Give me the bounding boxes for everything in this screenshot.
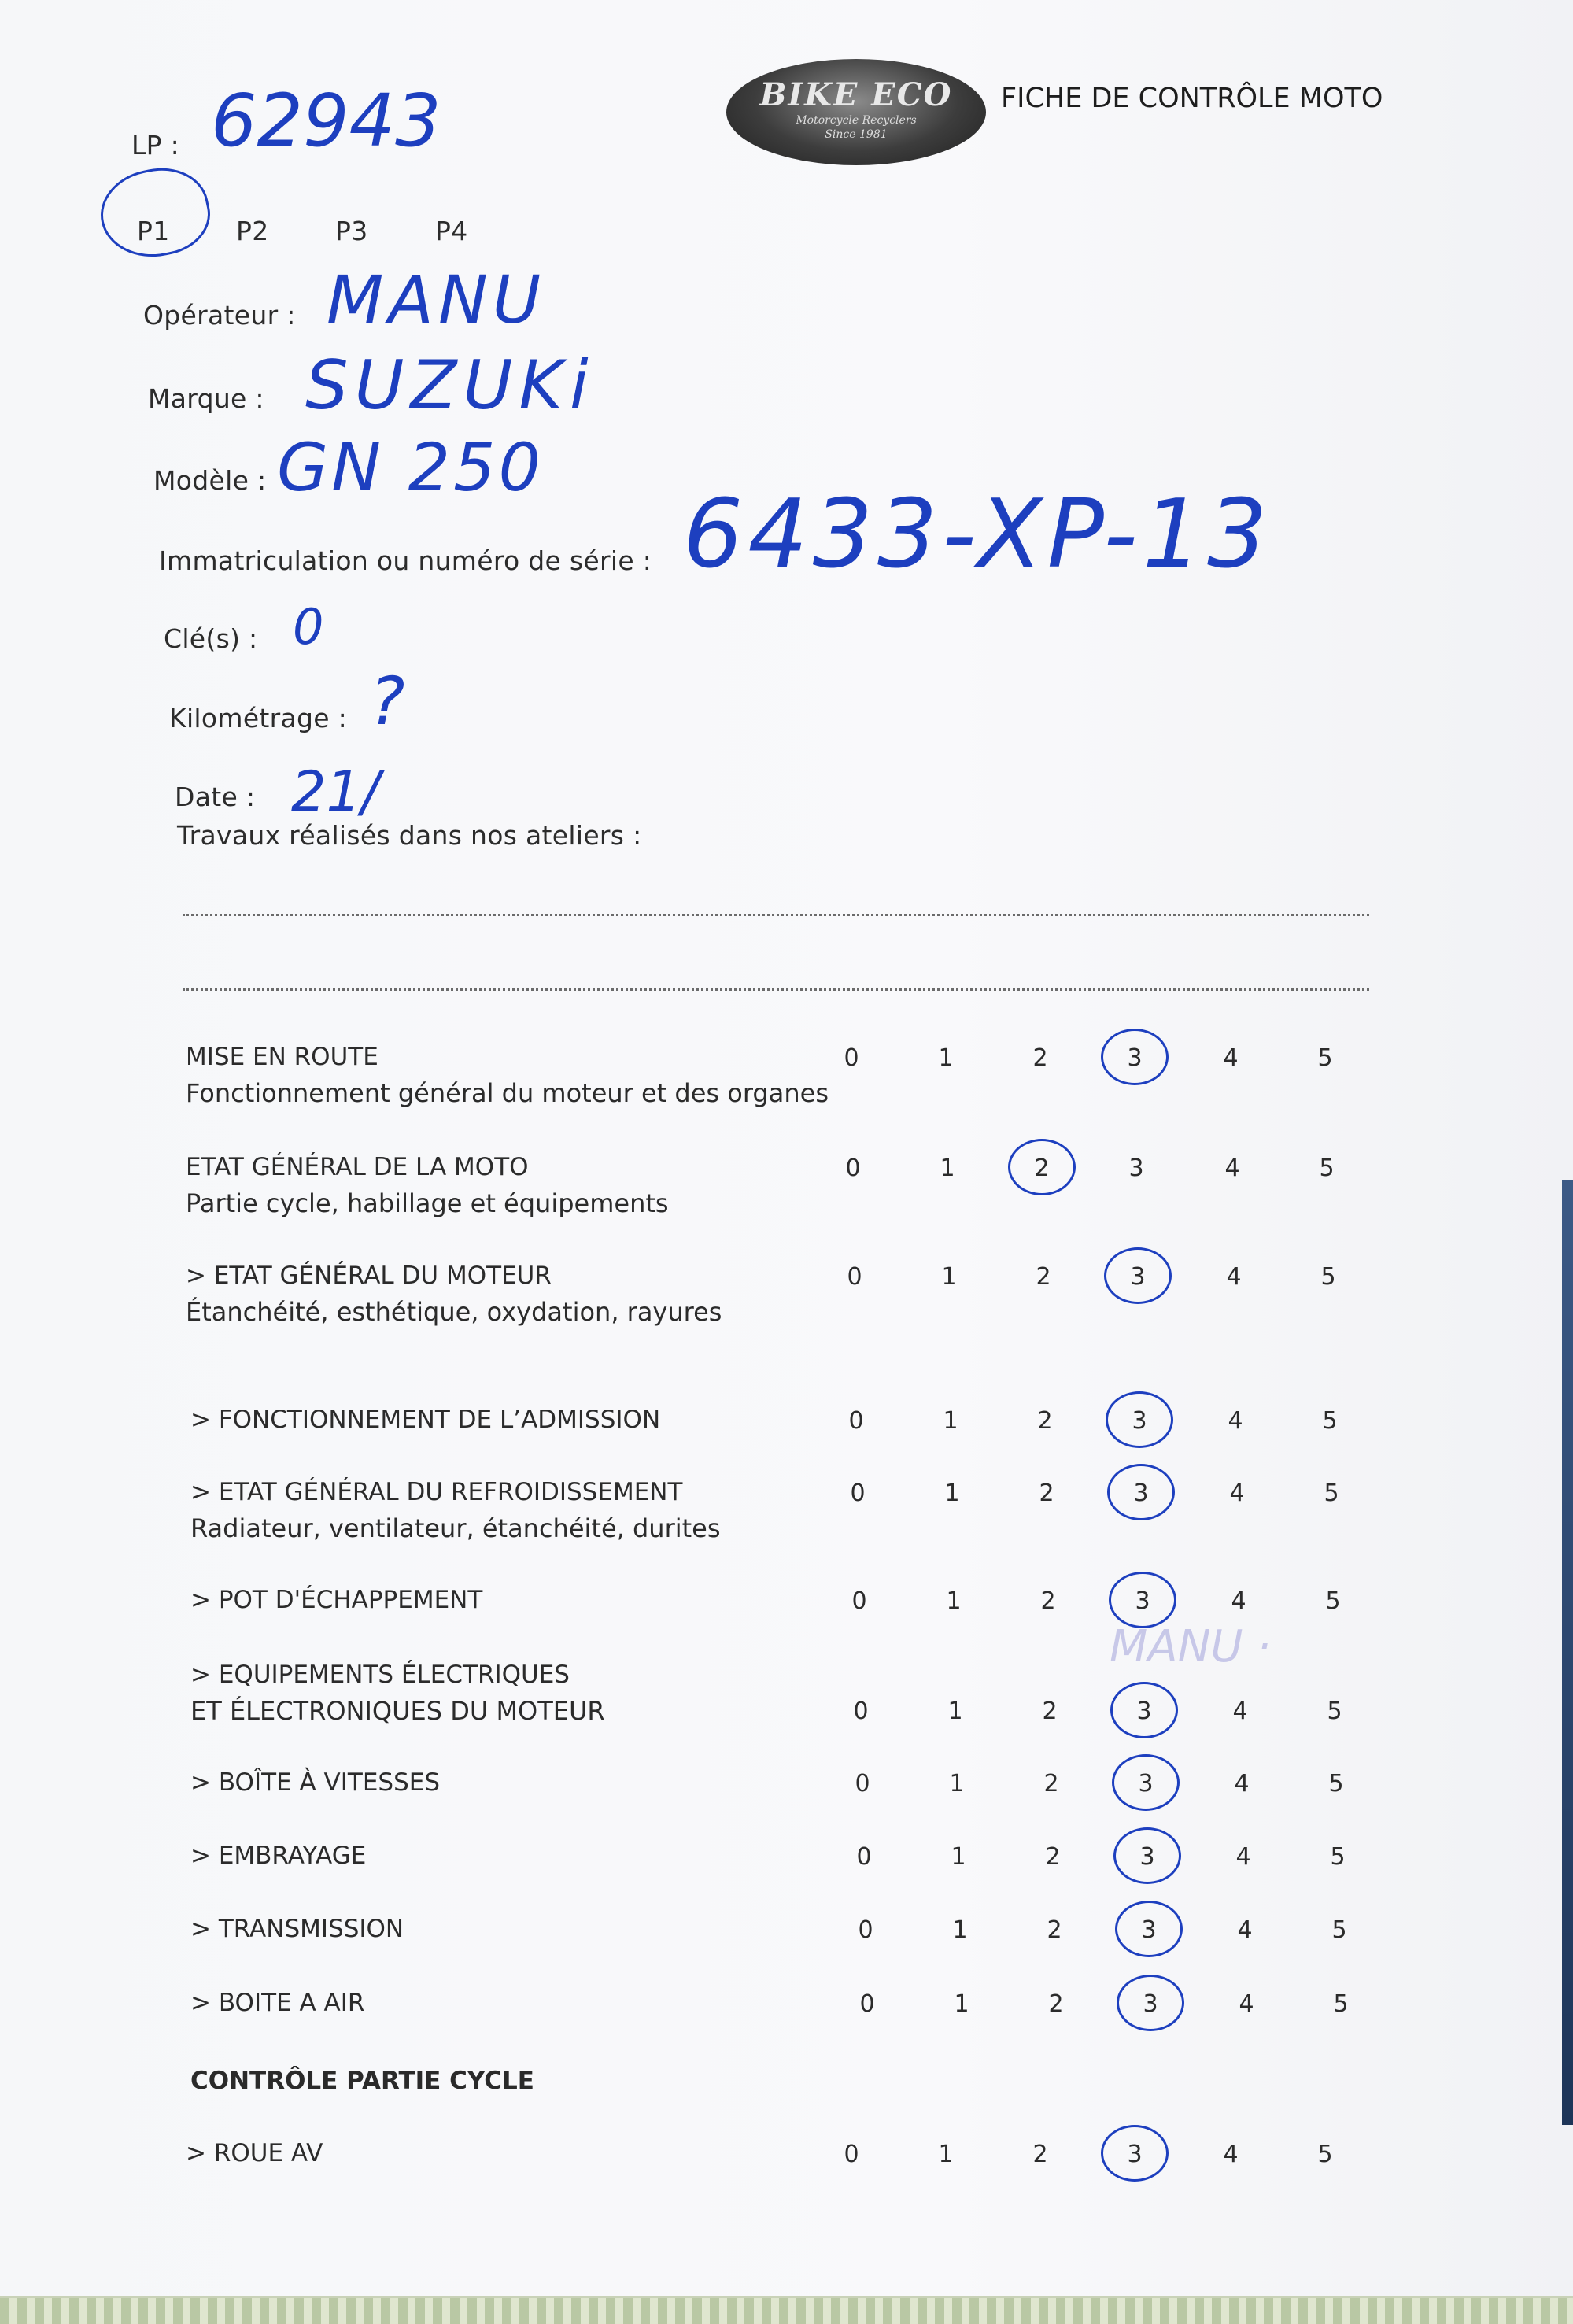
score-option-5[interactable]: 5 bbox=[1330, 1843, 1346, 1871]
logo-brand: BIKE ECO bbox=[759, 76, 953, 113]
score-option-0[interactable]: 0 bbox=[850, 1480, 866, 1507]
score-option-3[interactable]: 3 bbox=[1128, 1155, 1144, 1182]
lp-value[interactable]: 62943 bbox=[211, 79, 441, 163]
score-option-1[interactable]: 1 bbox=[951, 1843, 966, 1871]
score-option-1[interactable]: 1 bbox=[944, 1480, 960, 1507]
selected-score-circle bbox=[1117, 1975, 1184, 2031]
score-option-0[interactable]: 0 bbox=[844, 1044, 859, 1072]
score-option-5[interactable]: 5 bbox=[1317, 2141, 1333, 2168]
score-option-3[interactable]: 3 bbox=[1127, 2141, 1143, 2168]
check-row bbox=[0, 1842, 1573, 1912]
score-option-5[interactable]: 5 bbox=[1325, 1587, 1341, 1615]
score-option-3[interactable]: 3 bbox=[1136, 1698, 1152, 1725]
score-option-2[interactable]: 2 bbox=[1032, 2141, 1048, 2168]
bike-eco-logo bbox=[726, 59, 986, 165]
score-option-3[interactable]: 3 bbox=[1130, 1263, 1146, 1291]
check-title: > EMBRAYAGE bbox=[190, 1842, 367, 1870]
selected-score-circle bbox=[1008, 1139, 1076, 1195]
check-title: > FONCTIONNEMENT DE L’ADMISSION bbox=[190, 1406, 661, 1434]
score-option-3[interactable]: 3 bbox=[1135, 1587, 1150, 1615]
model-value[interactable]: GN 250 bbox=[277, 429, 544, 506]
check-subtitle: ET ÉLECTRONIQUES DU MOTEUR bbox=[190, 1696, 605, 1726]
score-option-4[interactable]: 4 bbox=[1226, 1263, 1242, 1291]
logo-tagline: Motorcycle Recyclers bbox=[796, 114, 917, 127]
score-option-0[interactable]: 0 bbox=[856, 1843, 872, 1871]
check-row bbox=[0, 1586, 1573, 1657]
logo-since: Since 1981 bbox=[825, 128, 888, 141]
score-option-5[interactable]: 5 bbox=[1319, 1155, 1335, 1182]
check-row bbox=[0, 1661, 1573, 1731]
score-option-5[interactable]: 5 bbox=[1324, 1480, 1339, 1507]
score-option-4[interactable]: 4 bbox=[1235, 1843, 1251, 1871]
keys-label: Clé(s) : bbox=[164, 623, 258, 654]
score-option-2[interactable]: 2 bbox=[1039, 1480, 1054, 1507]
score-option-4[interactable]: 4 bbox=[1239, 1990, 1254, 2018]
score-option-4[interactable]: 4 bbox=[1223, 1044, 1239, 1072]
score-option-4[interactable]: 4 bbox=[1237, 1916, 1253, 1944]
registration-value[interactable]: 6433-XP-13 bbox=[683, 480, 1272, 589]
check-title: > ETAT GÉNÉRAL DU REFROIDISSEMENT bbox=[190, 1478, 683, 1506]
score-option-4[interactable]: 4 bbox=[1234, 1770, 1250, 1797]
score-option-2[interactable]: 2 bbox=[1045, 1843, 1061, 1871]
brand-value[interactable]: SUZUKi bbox=[305, 346, 595, 425]
score-option-1[interactable]: 1 bbox=[954, 1990, 969, 2018]
check-row bbox=[0, 1406, 1573, 1476]
score-option-5[interactable]: 5 bbox=[1320, 1263, 1336, 1291]
check-row bbox=[0, 1915, 1573, 1986]
selected-score-circle bbox=[1101, 1029, 1169, 1085]
score-option-0[interactable]: 0 bbox=[859, 1990, 875, 2018]
check-row bbox=[0, 2139, 1573, 2210]
background-edge bbox=[1562, 1180, 1573, 2125]
score-option-0[interactable]: 0 bbox=[845, 1155, 861, 1182]
score-option-3[interactable]: 3 bbox=[1143, 1990, 1158, 2018]
score-option-3[interactable]: 3 bbox=[1141, 1916, 1157, 1944]
score-option-2[interactable]: 2 bbox=[1040, 1587, 1056, 1615]
score-option-5[interactable]: 5 bbox=[1322, 1407, 1338, 1435]
selected-score-circle bbox=[1109, 1572, 1176, 1628]
keys-value[interactable]: 0 bbox=[293, 598, 324, 656]
position-p1[interactable]: P1 bbox=[137, 216, 170, 246]
score-option-0[interactable]: 0 bbox=[858, 1916, 873, 1944]
form-title: FICHE DE CONTRÔLE MOTO bbox=[1001, 83, 1383, 114]
lp-label: LP : bbox=[131, 130, 180, 161]
bleed-through-scribble: MANU · bbox=[1110, 1621, 1272, 1672]
selected-score-circle bbox=[1101, 2125, 1169, 2182]
score-option-3[interactable]: 3 bbox=[1127, 1044, 1143, 1072]
score-option-1[interactable]: 1 bbox=[938, 2141, 954, 2168]
works-dotted-line-2[interactable] bbox=[183, 988, 1369, 991]
score-option-1[interactable]: 1 bbox=[943, 1407, 958, 1435]
check-row bbox=[0, 1262, 1573, 1332]
section-cycle-title: CONTRÔLE PARTIE CYCLE bbox=[190, 2067, 534, 2095]
p1-selection-circle bbox=[93, 159, 217, 267]
position-p4[interactable]: P4 bbox=[435, 216, 468, 246]
mileage-value[interactable]: ? bbox=[370, 663, 405, 740]
score-option-2[interactable]: 2 bbox=[1034, 1155, 1050, 1182]
check-title: MISE EN ROUTE bbox=[186, 1043, 378, 1071]
check-row bbox=[0, 1153, 1573, 1224]
score-option-1[interactable]: 1 bbox=[947, 1698, 963, 1725]
selected-score-circle bbox=[1115, 1901, 1183, 1957]
score-option-1[interactable]: 1 bbox=[949, 1770, 965, 1797]
score-option-2[interactable]: 2 bbox=[1047, 1916, 1062, 1944]
score-option-5[interactable]: 5 bbox=[1328, 1770, 1344, 1797]
selected-score-circle bbox=[1104, 1247, 1172, 1304]
score-option-5[interactable]: 5 bbox=[1327, 1698, 1342, 1725]
score-option-5[interactable]: 5 bbox=[1317, 1044, 1333, 1072]
score-option-0[interactable]: 0 bbox=[851, 1587, 867, 1615]
works-label: Travaux réalisés dans nos ateliers : bbox=[177, 820, 642, 851]
score-option-2[interactable]: 2 bbox=[1036, 1263, 1051, 1291]
score-option-4[interactable]: 4 bbox=[1223, 2141, 1239, 2168]
check-subtitle: Radiateur, ventilateur, étanchéité, durites bbox=[190, 1513, 721, 1543]
score-option-0[interactable]: 0 bbox=[855, 1770, 870, 1797]
score-option-1[interactable]: 1 bbox=[946, 1587, 962, 1615]
brand-label: Marque : bbox=[148, 383, 264, 414]
model-label: Modèle : bbox=[153, 465, 267, 496]
selected-score-circle bbox=[1110, 1682, 1178, 1738]
sheet-protector-edge bbox=[0, 2296, 1573, 2324]
score-option-4[interactable]: 4 bbox=[1229, 1480, 1245, 1507]
selected-score-circle bbox=[1113, 1827, 1181, 1884]
score-option-3[interactable]: 3 bbox=[1132, 1407, 1147, 1435]
works-dotted-line-1[interactable] bbox=[183, 914, 1369, 916]
operator-label: Opérateur : bbox=[143, 300, 296, 331]
score-option-3[interactable]: 3 bbox=[1138, 1770, 1154, 1797]
score-option-4[interactable]: 4 bbox=[1228, 1407, 1243, 1435]
check-subtitle: Partie cycle, habillage et équipements bbox=[186, 1188, 669, 1218]
check-row bbox=[0, 1043, 1573, 1114]
score-option-2[interactable]: 2 bbox=[1037, 1407, 1053, 1435]
score-option-4[interactable]: 4 bbox=[1232, 1698, 1248, 1725]
score-option-1[interactable]: 1 bbox=[938, 1044, 954, 1072]
position-p3[interactable]: P3 bbox=[335, 216, 368, 246]
check-title: > POT D'ÉCHAPPEMENT bbox=[190, 1586, 483, 1614]
check-title: > BOITE A AIR bbox=[190, 1989, 365, 2017]
check-row bbox=[0, 1989, 1573, 2060]
score-option-2[interactable]: 2 bbox=[1042, 1698, 1058, 1725]
check-row bbox=[0, 1768, 1573, 1839]
date-label: Date : bbox=[175, 781, 256, 812]
registration-label: Immatriculation ou numéro de série : bbox=[159, 545, 652, 576]
score-option-1[interactable]: 1 bbox=[941, 1263, 957, 1291]
score-option-4[interactable]: 4 bbox=[1224, 1155, 1240, 1182]
selected-score-circle bbox=[1106, 1391, 1173, 1448]
score-option-1[interactable]: 1 bbox=[940, 1155, 955, 1182]
score-option-5[interactable]: 5 bbox=[1331, 1916, 1347, 1944]
check-title: > ROUE AV bbox=[186, 2139, 323, 2167]
score-option-2[interactable]: 2 bbox=[1032, 1044, 1048, 1072]
check-title: > TRANSMISSION bbox=[190, 1915, 404, 1943]
check-subtitle: Étanchéité, esthétique, oxydation, rayures bbox=[186, 1297, 722, 1327]
selected-score-circle bbox=[1107, 1464, 1175, 1520]
score-option-1[interactable]: 1 bbox=[952, 1916, 968, 1944]
check-subtitle: Fonctionnement général du moteur et des organes bbox=[186, 1078, 829, 1108]
score-option-2[interactable]: 2 bbox=[1043, 1770, 1059, 1797]
check-row bbox=[0, 1478, 1573, 1549]
score-option-5[interactable]: 5 bbox=[1333, 1990, 1349, 2018]
operator-value[interactable]: MANU bbox=[327, 261, 546, 338]
score-option-0[interactable]: 0 bbox=[844, 2141, 859, 2168]
check-title: ETAT GÉNÉRAL DE LA MOTO bbox=[186, 1153, 529, 1181]
check-title: > EQUIPEMENTS ÉLECTRIQUES bbox=[190, 1661, 570, 1689]
score-option-3[interactable]: 3 bbox=[1139, 1843, 1155, 1871]
position-p2[interactable]: P2 bbox=[236, 216, 269, 246]
score-option-0[interactable]: 0 bbox=[847, 1263, 862, 1291]
check-title: > BOÎTE À VITESSES bbox=[190, 1768, 441, 1797]
check-title: > ETAT GÉNÉRAL DU MOTEUR bbox=[186, 1262, 552, 1290]
score-option-4[interactable]: 4 bbox=[1231, 1587, 1246, 1615]
score-option-0[interactable]: 0 bbox=[853, 1698, 869, 1725]
score-option-3[interactable]: 3 bbox=[1133, 1480, 1149, 1507]
mileage-label: Kilométrage : bbox=[169, 703, 348, 733]
score-option-2[interactable]: 2 bbox=[1048, 1990, 1064, 2018]
date-value[interactable]: 21/ bbox=[291, 759, 380, 824]
selected-score-circle bbox=[1112, 1754, 1180, 1811]
score-option-0[interactable]: 0 bbox=[848, 1407, 864, 1435]
